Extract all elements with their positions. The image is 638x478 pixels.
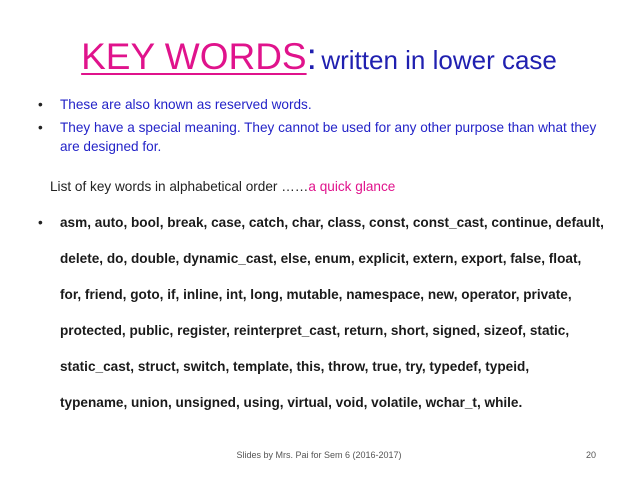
keyword-line: static_cast, struct, switch, template, this, throw, true, try, typedef, typeid,: [60, 359, 530, 374]
title-main: KEY WORDS: [81, 36, 307, 77]
bullet-marker: •: [38, 120, 43, 135]
keyword-line: protected, public, register, reinterpret_cast, return, short, signed, sizeof, static,: [60, 323, 570, 338]
bullet-item: [38, 95, 603, 114]
title-subtitle: written in lower case: [321, 45, 557, 75]
keyword-line: delete, do, double, dynamic_cast, else, enum, explicit, extern, export, false, float,: [60, 251, 582, 266]
bullet-text: They have a special meaning. They cannot be used for any other purpose than what they are designed for.: [60, 120, 597, 154]
bullet-marker: •: [38, 215, 43, 230]
footer-credit: Slides by Mrs. Pai for Sem 6 (2016-2017): [236, 450, 402, 460]
slide-title: [0, 38, 638, 75]
keyword-line: for, friend, goto, if, inline, int, long, mutable, namespace, new, operator, private,: [60, 287, 572, 302]
intro-accent-text: a quick glance: [308, 179, 396, 194]
bullet-marker: •: [38, 97, 43, 112]
keyword-list-intro: [50, 179, 395, 194]
bullet-item: [38, 118, 603, 156]
page-number: 20: [586, 450, 597, 460]
keyword-list: [38, 213, 608, 429]
bullet-text: These are also known as reserved words.: [60, 97, 312, 112]
keyword-line: asm, auto, bool, break, case, catch, char, class, const, const_cast, continue, default,: [60, 215, 604, 230]
title-colon: :: [306, 36, 317, 77]
keyword-line: typename, union, unsigned, using, virtual, void, volatile, wchar_t, while.: [60, 395, 523, 410]
intro-text: List of key words in alphabetical order ……: [50, 179, 309, 194]
intro-bullet-list: [38, 95, 603, 160]
